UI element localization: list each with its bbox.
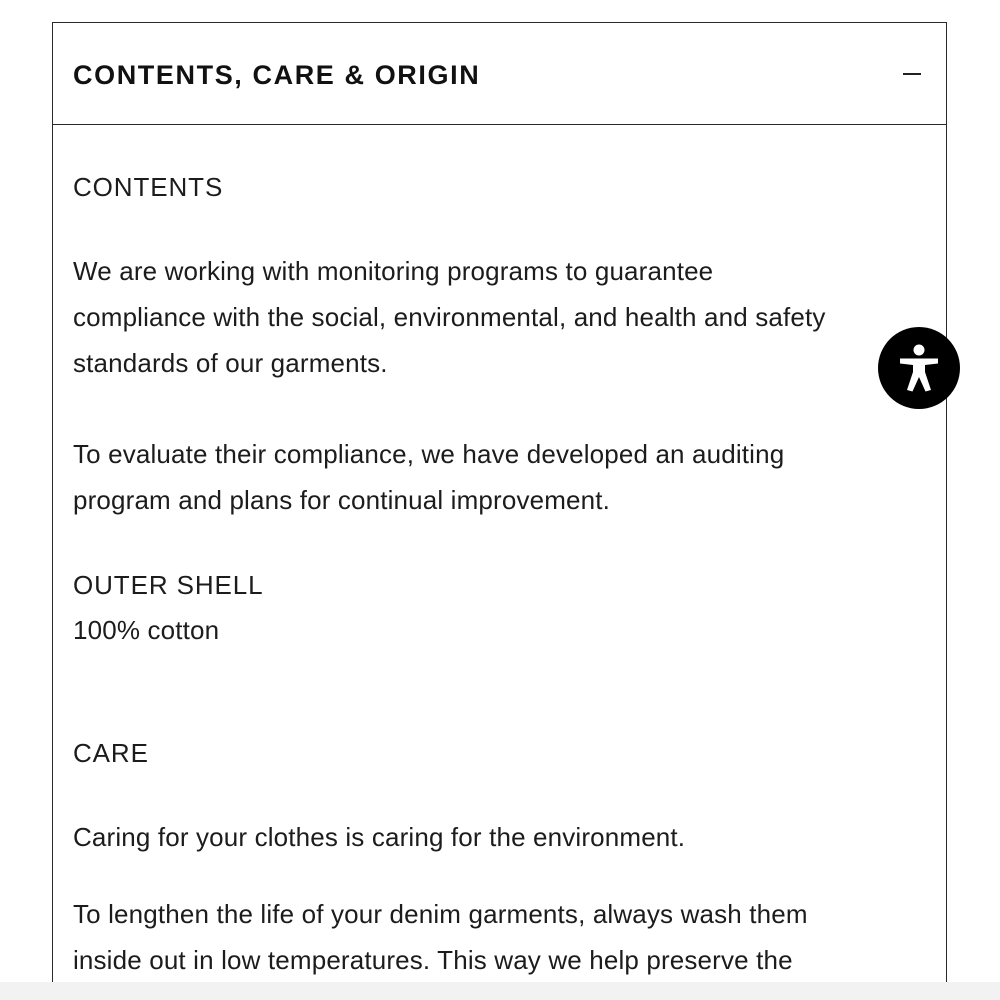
care-paragraph-2-line-2: inside out in low temperatures. This way we help preserve the bbox=[73, 945, 793, 975]
contents-paragraph-2-line-1: To evaluate their compliance, we have developed an auditing bbox=[73, 439, 785, 469]
contents-paragraph-1-line-3: standards of our garments. bbox=[73, 348, 388, 378]
minus-icon[interactable] bbox=[900, 61, 924, 85]
accordion-title: CONTENTS, CARE & ORIGIN bbox=[73, 60, 481, 90]
contents-heading: CONTENTS bbox=[73, 172, 224, 202]
care-paragraph-1: Caring for your clothes is caring for the environment. bbox=[73, 822, 686, 852]
contents-paragraph-2-line-2: program and plans for continual improvement. bbox=[73, 485, 610, 515]
contents-paragraph-1-line-2: compliance with the social, environmental, and health and safety bbox=[73, 302, 826, 332]
accessibility-icon bbox=[894, 342, 944, 394]
accessibility-button[interactable] bbox=[878, 327, 960, 409]
contents-paragraph-1-line-1: We are working with monitoring programs to guarantee bbox=[73, 256, 714, 286]
contents-care-origin-accordion bbox=[52, 22, 947, 1000]
care-heading: CARE bbox=[73, 738, 149, 768]
outer-shell-value: 100% cotton bbox=[73, 615, 220, 645]
care-paragraph-2-line-1: To lengthen the life of your denim garments, always wash them bbox=[73, 899, 808, 929]
bottom-bar bbox=[0, 982, 1000, 1000]
outer-shell-label: OUTER SHELL bbox=[73, 570, 264, 600]
accordion-header[interactable] bbox=[53, 23, 946, 125]
